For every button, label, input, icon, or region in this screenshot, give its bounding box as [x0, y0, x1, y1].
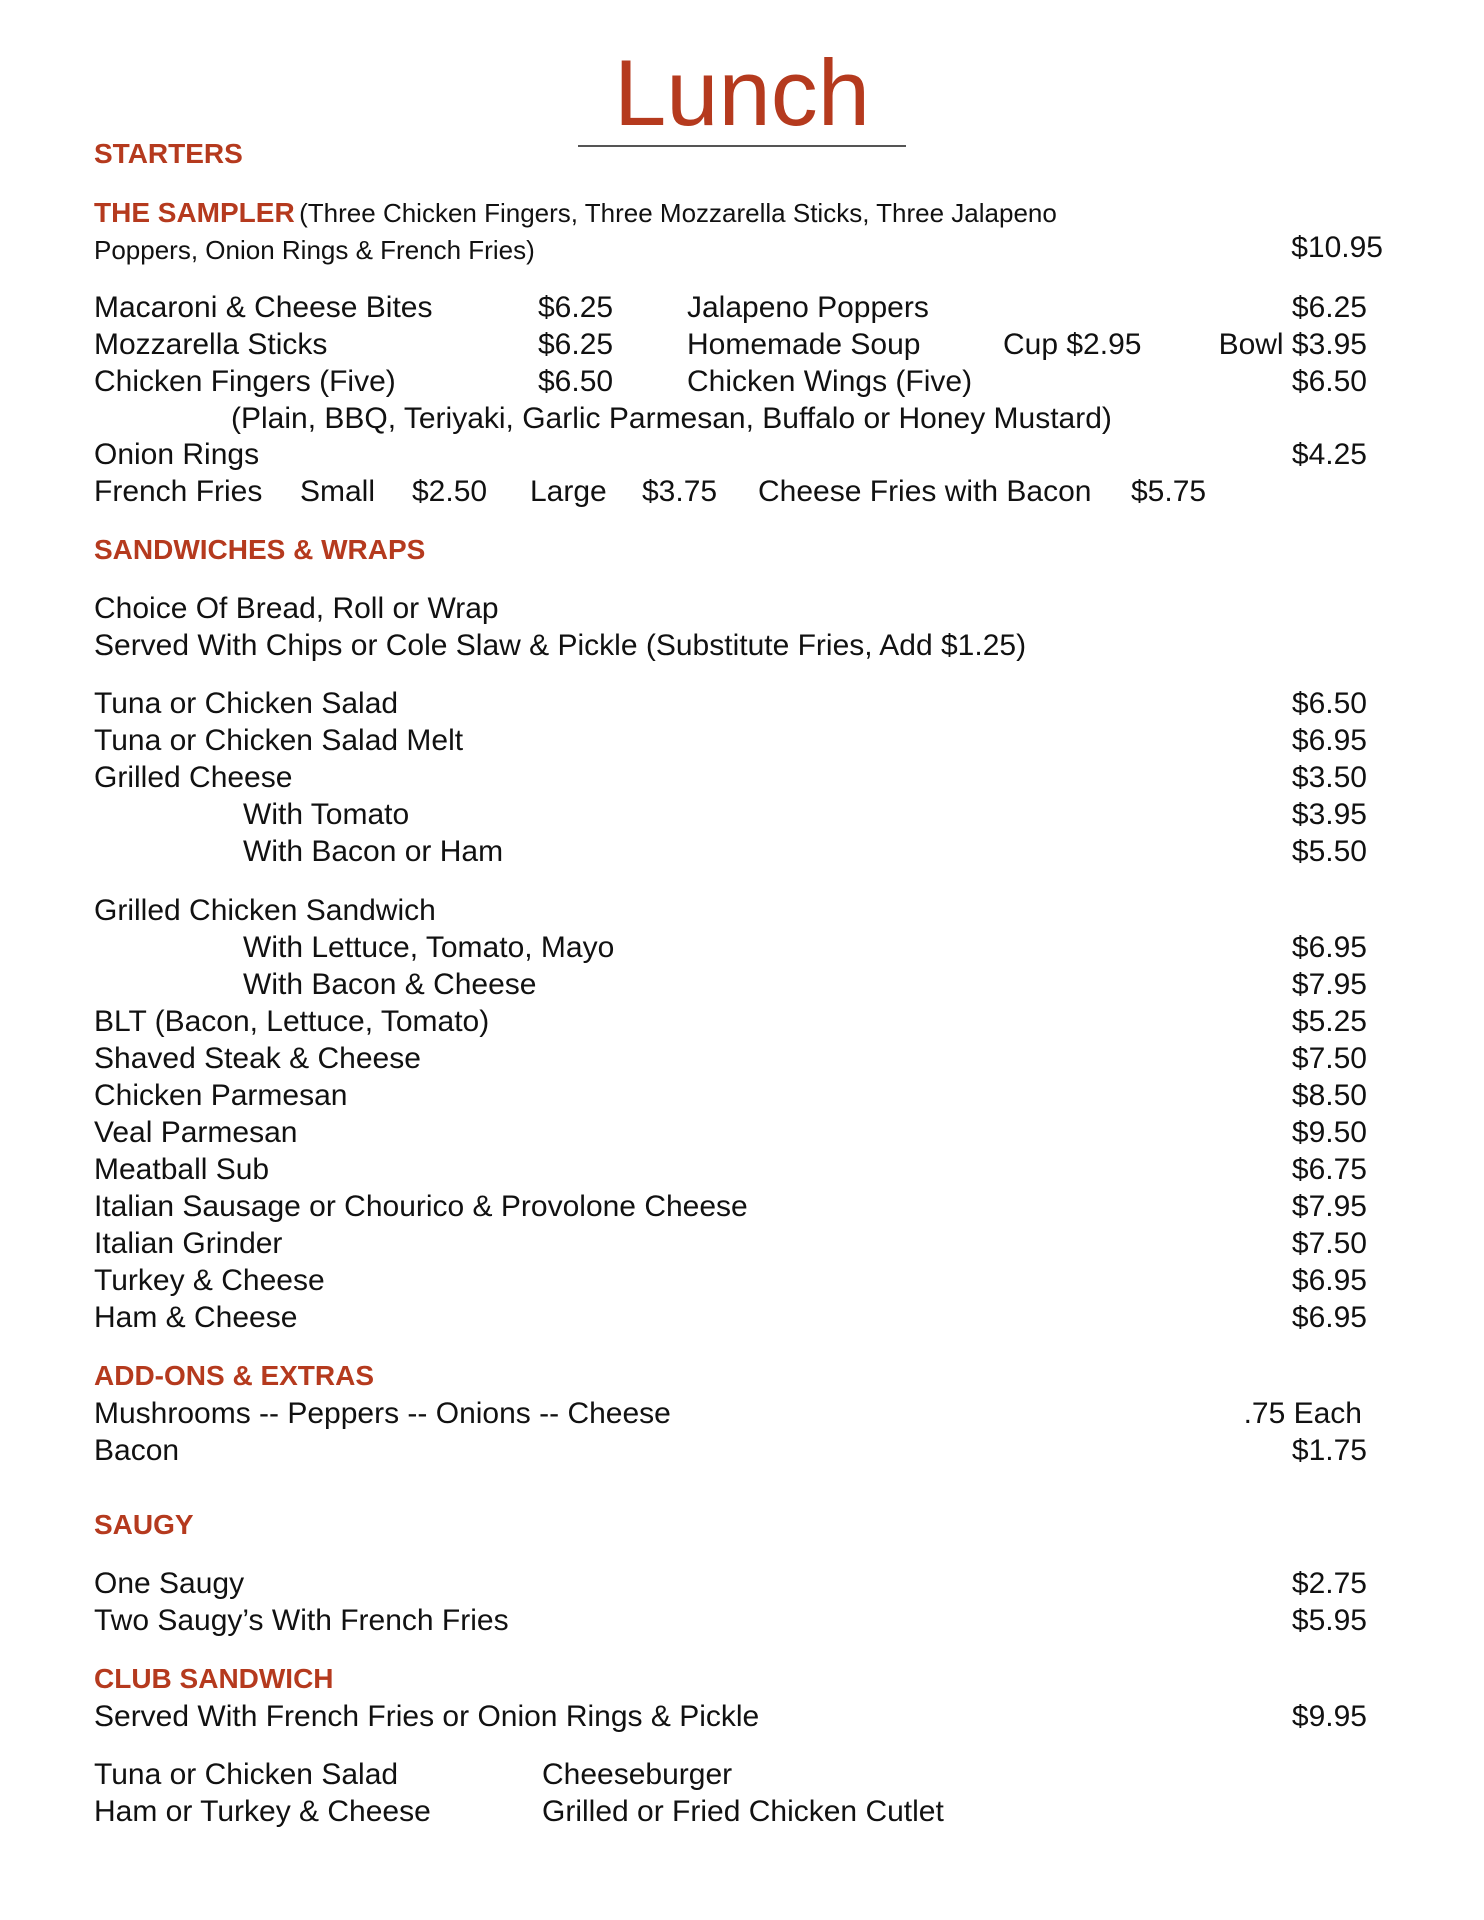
onion-rings-name: Onion Rings: [94, 438, 260, 471]
chicken-parm-name: Chicken Parmesan: [94, 1079, 348, 1112]
saugy-one-price: $2.75: [1291, 1567, 1367, 1600]
tuna-melt-price: $6.95: [1291, 724, 1367, 757]
sampler-price: $10.95: [1291, 231, 1383, 264]
wings-name: Chicken Wings (Five): [687, 365, 973, 398]
veal-parm-price: $9.50: [1291, 1116, 1367, 1149]
addons-bacon-name: Bacon: [94, 1434, 180, 1467]
soup-bowl: Bowl $3.95: [1218, 328, 1367, 361]
addons-bacon-price: $1.75: [1291, 1434, 1367, 1467]
wings-price: $6.50: [1291, 365, 1367, 398]
sandwiches-note-2: Served With Chips or Cole Slaw & Pickle (Substitute Fries, Add $1.25): [94, 629, 1027, 662]
addons-veg-name: Mushrooms -- Peppers -- Onions -- Cheese: [94, 1397, 671, 1430]
soup-cup: Cup $2.95: [1003, 328, 1142, 361]
jalapeno-name: Jalapeno Poppers: [687, 291, 929, 324]
tuna-salad-price: $6.50: [1291, 687, 1367, 720]
sandwiches-note-1: Choice Of Bread, Roll or Wrap: [94, 592, 499, 625]
club-option-4: Grilled or Fried Chicken Cutlet: [542, 1795, 944, 1828]
sampler-desc-2: Poppers, Onion Rings & French Fries): [94, 235, 535, 265]
title-underline: [578, 145, 906, 147]
addons-veg-price: .75 Each: [1243, 1397, 1362, 1430]
saugy-heading: SAUGY: [94, 1509, 194, 1540]
cheese-fries-price: $5.75: [1131, 475, 1207, 508]
gch-bacon-price: $7.95: [1291, 968, 1367, 1001]
sampler-name: THE SAMPLER: [94, 197, 295, 228]
tuna-salad-name: Tuna or Chicken Salad: [94, 687, 399, 720]
saugy-two-price: $5.95: [1291, 1604, 1367, 1637]
fingers-price: $6.50: [538, 365, 614, 398]
sandwiches-heading: SANDWICHES & WRAPS: [94, 534, 426, 565]
blt-name: BLT (Bacon, Lettuce, Tomato): [94, 1005, 490, 1038]
gch-bacon-name: With Bacon & Cheese: [243, 968, 537, 1001]
starters-heading: STARTERS: [94, 138, 243, 169]
mozz-name: Mozzarella Sticks: [94, 328, 328, 361]
grilled-cheese-name: Grilled Cheese: [94, 761, 293, 794]
veal-parm-name: Veal Parmesan: [94, 1116, 298, 1149]
gc-tomato-name: With Tomato: [243, 798, 410, 831]
fries-large-label: Large: [530, 475, 607, 508]
meatball-price: $6.75: [1291, 1153, 1367, 1186]
grinder-name: Italian Grinder: [94, 1227, 283, 1260]
sampler-line: [94, 196, 1057, 230]
cheese-fries-name: Cheese Fries with Bacon: [758, 475, 1092, 508]
sausage-name: Italian Sausage or Chourico & Provolone Cheese: [94, 1190, 748, 1223]
grinder-price: $7.50: [1291, 1227, 1367, 1260]
fries-small-label: Small: [300, 475, 376, 508]
gch-ltm-price: $6.95: [1291, 931, 1367, 964]
grilled-cheese-price: $3.50: [1291, 761, 1367, 794]
meatball-name: Meatball Sub: [94, 1153, 270, 1186]
jalapeno-price: $6.25: [1291, 291, 1367, 324]
blt-price: $5.25: [1291, 1005, 1367, 1038]
saugy-two-name: Two Saugy’s With French Fries: [94, 1604, 509, 1637]
sampler-desc-1: (Three Chicken Fingers, Three Mozzarella Sticks, Three Jalapeno: [299, 198, 1057, 228]
club-served: Served With French Fries or Onion Rings & Pickle: [94, 1700, 760, 1733]
club-option-2: Cheeseburger: [542, 1758, 733, 1791]
turkey-name: Turkey & Cheese: [94, 1264, 325, 1297]
soup-name: Homemade Soup: [687, 328, 921, 361]
fingers-name: Chicken Fingers (Five): [94, 365, 396, 398]
steak-price: $7.50: [1291, 1042, 1367, 1075]
ham-name: Ham & Cheese: [94, 1301, 298, 1334]
chicken-parm-price: $8.50: [1291, 1079, 1367, 1112]
club-price: $9.95: [1291, 1700, 1367, 1733]
gc-bacon-name: With Bacon or Ham: [243, 835, 504, 868]
saugy-one-name: One Saugy: [94, 1567, 245, 1600]
club-option-1: Tuna or Chicken Salad: [94, 1758, 399, 1791]
wing-flavors: (Plain, BBQ, Teriyaki, Garlic Parmesan, Buffalo or Honey Mustard): [231, 402, 1112, 435]
club-heading: CLUB SANDWICH: [94, 1663, 334, 1694]
fries-small-price: $2.50: [412, 475, 488, 508]
tuna-melt-name: Tuna or Chicken Salad Melt: [94, 724, 464, 757]
addons-heading: ADD-ONS & EXTRAS: [94, 1360, 375, 1391]
mac-bites-price: $6.25: [538, 291, 614, 324]
steak-name: Shaved Steak & Cheese: [94, 1042, 421, 1075]
club-option-3: Ham or Turkey & Cheese: [94, 1795, 431, 1828]
sausage-price: $7.95: [1291, 1190, 1367, 1223]
onion-rings-price: $4.25: [1291, 438, 1367, 471]
mac-bites-name: Macaroni & Cheese Bites: [94, 291, 433, 324]
fries-large-price: $3.75: [642, 475, 718, 508]
fries-name: French Fries: [94, 475, 263, 508]
page-title: Lunch: [613, 40, 871, 145]
gc-tomato-price: $3.95: [1291, 798, 1367, 831]
ham-price: $6.95: [1291, 1301, 1367, 1334]
turkey-price: $6.95: [1291, 1264, 1367, 1297]
mozz-price: $6.25: [538, 328, 614, 361]
gc-bacon-price: $5.50: [1291, 835, 1367, 868]
grilled-chicken-name: Grilled Chicken Sandwich: [94, 894, 436, 927]
gch-ltm-name: With Lettuce, Tomato, Mayo: [243, 931, 615, 964]
